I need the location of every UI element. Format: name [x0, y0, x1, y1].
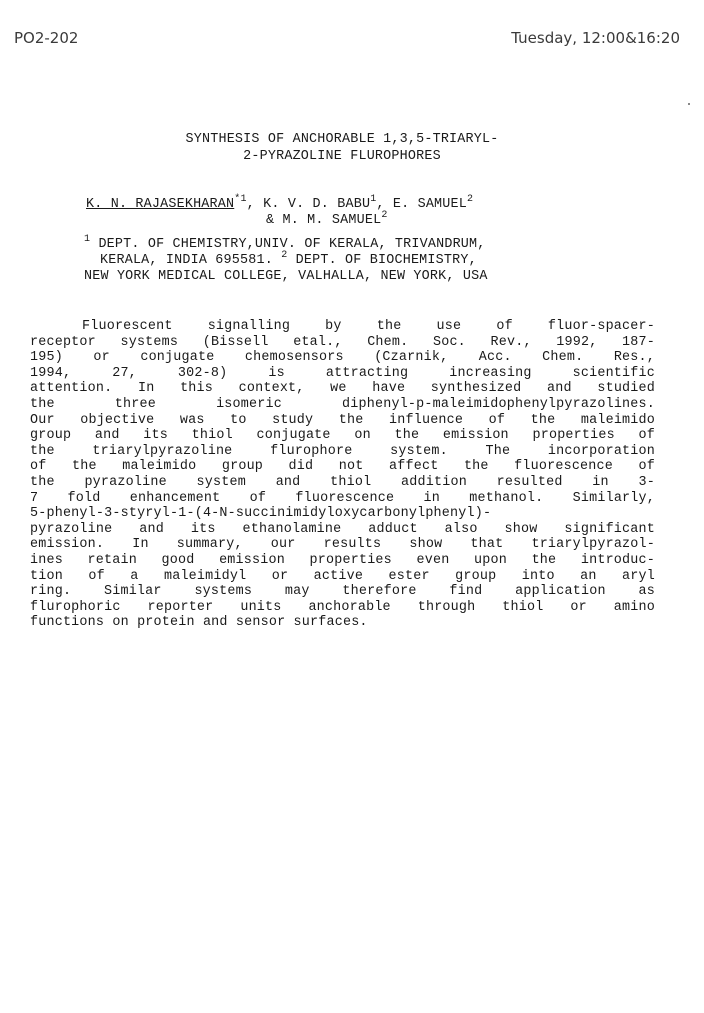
title-line-1: SYNTHESIS OF ANCHORABLE 1,3,5-TRIARYL-: [185, 132, 499, 147]
author-sup: 1: [370, 194, 377, 205]
affiliation-sup: 1: [84, 234, 91, 245]
abstract-line: ines retain good emission properties even upon the introduc-: [30, 552, 655, 568]
presenting-author: K. N. RAJASEKHARAN: [86, 197, 235, 212]
abstract-line: emission. In summary, our results show that triarylpyrazol-: [30, 537, 655, 553]
abstract-line: ring. Similar systems may therefore find application as: [30, 584, 655, 600]
author-list: [86, 194, 606, 229]
author-name: & M. M. SAMUEL: [266, 213, 382, 228]
affiliation-sup: 2: [281, 250, 288, 261]
abstract-line: the three isomeric diphenyl-p-maleimidophenylpyrazolines.: [30, 396, 655, 412]
abstract-line: pyrazoline and its ethanolamine adduct also show significant: [30, 521, 655, 537]
affiliation-text: DEPT. OF CHEMISTRY,UNIV. OF KERALA, TRIVANDRUM,: [90, 237, 486, 252]
affiliations: [84, 234, 624, 285]
session-time: Tuesday, 12:00&16:20: [511, 29, 680, 47]
abstract-line: of the maleimido group did not affect the fluorescence of: [30, 459, 655, 475]
abstract-line: 7 fold enhancement of fluorescence in methanol. Similarly,: [30, 490, 655, 506]
abstract-line: flurophoric reporter units anchorable through thiol or amino: [30, 599, 655, 615]
author-line-1: [86, 194, 606, 213]
abstract-line: Fluorescent signalling by the use of fluor-spacer-: [82, 319, 655, 334]
affiliation-line-1: [84, 234, 624, 253]
abstract-code: PO2-202: [14, 29, 79, 47]
abstract-line: group and its thiol conjugate on the emission properties of: [30, 428, 655, 444]
title-line-2: 2-PYRAZOLINE FLUROPHORES: [243, 149, 441, 164]
abstract-line: attention. In this context, we have synthesized and studied: [30, 381, 655, 397]
affiliation-text: DEPT. OF BIOCHEMISTRY,: [287, 253, 477, 268]
abstract-line: 1994, 27, 302-8) is attracting increasing scientific: [30, 365, 655, 381]
author-sup: 2: [467, 194, 474, 205]
author-name: , E. SAMUEL: [376, 197, 467, 212]
abstract-line: 195) or conjugate chemosensors (Czarnik, Acc. Chem. Res.,: [30, 350, 655, 366]
paper-title: [0, 131, 684, 165]
author-name: , K. V. D. BABU: [246, 197, 371, 212]
abstract-line: functions on protein and sensor surfaces.: [30, 615, 368, 631]
author-sup: *1: [234, 194, 247, 205]
abstract-line: tion of a maleimidyl or active ester group into an aryl: [30, 568, 655, 584]
abstract-line: Our objective was to study the influence of the maleimido: [30, 412, 655, 428]
affiliation-text: KERALA, INDIA 695581.: [100, 253, 273, 268]
abstract-body: [30, 319, 655, 631]
author-sup: 2: [381, 210, 388, 221]
abstract-line: the pyrazoline system and thiol addition resulted in 3-: [30, 474, 655, 490]
author-line-2: [86, 210, 606, 229]
abstract-line: 5-phenyl-3-styryl-1-(4-N-succinimidyloxycarbonylphenyl)-: [30, 506, 492, 522]
abstract-line: the triarylpyrazoline flurophore system. The incorporation: [30, 443, 655, 459]
affiliation-line-2: [84, 250, 624, 269]
affiliation-line-3: NEW YORK MEDICAL COLLEGE, VALHALLA, NEW YORK, USA: [84, 269, 488, 284]
scan-mark: [688, 103, 690, 105]
abstract-line: receptor systems (Bissell etal., Chem. Soc. Rev., 1992, 187-: [30, 334, 655, 350]
